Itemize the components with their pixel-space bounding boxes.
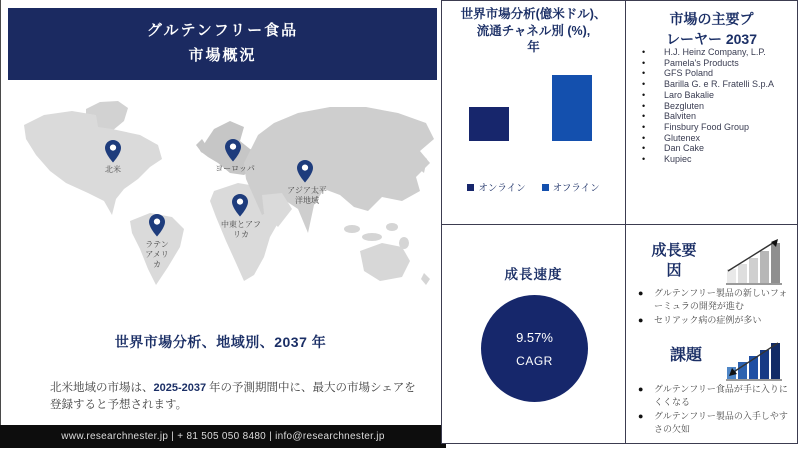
- bullet-icon: ●: [638, 384, 644, 394]
- key-players-title-line1: 市場の主要プ: [669, 11, 754, 27]
- report-title-line1: グルテンフリー食品: [146, 22, 299, 40]
- location-pin-icon: [297, 160, 313, 183]
- bullet-icon: •: [642, 111, 646, 122]
- regional-text-suffix: 年の予測期間中に、最大の市場シェアを登録すると予想されます。: [50, 381, 416, 412]
- player-item: • Balviten: [642, 111, 697, 122]
- legend-label-online: オンライン: [478, 183, 526, 194]
- map-pin-label: 中東とアフリカ: [221, 220, 261, 239]
- player-item: • Glutenex: [642, 132, 701, 143]
- cagr-value: 9.57%: [516, 329, 553, 345]
- player-item: • Laro Bakalie: [642, 89, 715, 100]
- player-item: • Kupiec: [642, 154, 692, 165]
- legend-label-offline: オフライン: [552, 183, 600, 194]
- bar-chart: [442, 74, 625, 141]
- ascending-bars-down-arrow-icon: [726, 341, 782, 383]
- chart-legend: [442, 180, 625, 194]
- growth-factors-heading: 成長要因: [651, 242, 697, 279]
- player-item: • Bezgluten: [642, 100, 705, 111]
- drivers-challenges-panel: [625, 224, 798, 444]
- growth-factor-item: ● セリアック病の症例が多い: [638, 315, 762, 326]
- bullet-icon: •: [642, 47, 646, 57]
- player-item: • H.J. Heinz Company, L.P.: [642, 47, 766, 57]
- growth-factors-list: [638, 287, 790, 329]
- key-players-title-line2: レーヤー 2037: [665, 31, 758, 48]
- regional-text-prefix: 北米地域の市場は、: [50, 381, 154, 394]
- bullet-icon: •: [642, 89, 646, 100]
- bullet-icon: •: [642, 132, 646, 143]
- player-item: • Finsbury Food Group: [642, 121, 750, 132]
- report-title-banner: [8, 8, 437, 80]
- legend-swatch-offline: [542, 184, 549, 191]
- map-pin-label: アジア太平洋地域: [287, 186, 327, 205]
- player-item: • Dan Cake: [642, 143, 705, 154]
- world-map-graphic: [0, 95, 440, 285]
- world-map: [0, 95, 440, 285]
- player-item: • Pamela's Products: [642, 57, 739, 68]
- bullet-icon: •: [642, 79, 646, 90]
- distribution-chart-title: [442, 6, 625, 56]
- report-title-line2: 市場概況: [188, 47, 257, 64]
- challenges-heading: 課題: [669, 347, 702, 364]
- map-pin-europe: [225, 139, 241, 162]
- growth-factor-item: ● グルテンフリー製品の新しいフォーミュラの開発が進む: [638, 288, 788, 311]
- key-players-panel: [625, 0, 798, 225]
- map-pin-asia-pacific: [297, 160, 313, 183]
- legend-item-online: [467, 180, 525, 194]
- players-list: [640, 47, 790, 165]
- key-players-title: [626, 9, 797, 50]
- challenges-list: [638, 383, 790, 437]
- bullet-icon: •: [642, 57, 646, 68]
- map-pin-middle-east-africa: [232, 194, 248, 217]
- bullet-icon: •: [642, 121, 646, 132]
- cagr-label: CAGR: [516, 353, 553, 368]
- growth-rate-panel: [441, 224, 626, 444]
- cagr-circle: [481, 295, 588, 402]
- map-pin-label: 北米: [105, 165, 121, 174]
- map-pin-label: ラテンアメリカ: [145, 240, 169, 269]
- bullet-icon: ●: [638, 315, 644, 326]
- location-pin-icon: [149, 214, 165, 237]
- location-pin-icon: [232, 194, 248, 217]
- forecast-period: 2025-2037: [153, 381, 207, 394]
- map-pin-north-america: [105, 140, 121, 163]
- regional-analysis-title: 世界市場分析、地域別、2037 年: [114, 334, 327, 350]
- map-pin-latin-america: [149, 214, 165, 237]
- legend-swatch-online: [467, 184, 474, 191]
- bullet-icon: ●: [638, 411, 644, 422]
- bullet-icon: •: [642, 100, 646, 111]
- distribution-title-line3: 年: [527, 40, 540, 54]
- ascending-bars-up-arrow-icon: [726, 237, 782, 287]
- bar-offline: [552, 75, 592, 141]
- location-pin-icon: [105, 140, 121, 163]
- bullet-icon: •: [642, 68, 646, 79]
- growth-rate-title: 成長速度: [504, 267, 563, 282]
- player-item: • GFS Poland: [642, 68, 714, 79]
- distribution-title-line2: 流通チャネル別 (%),: [476, 23, 591, 38]
- distribution-chart-panel: [441, 0, 626, 225]
- player-item: • Barilla G. e R. Fratelli S.p.A: [642, 79, 775, 90]
- bar-online: [469, 107, 509, 141]
- legend-item-offline: [542, 180, 600, 194]
- map-pin-label: ヨーロッパ: [215, 164, 255, 173]
- location-pin-icon: [225, 139, 241, 162]
- footer-contact-bar: [0, 425, 446, 448]
- regional-analysis-text: [50, 380, 420, 416]
- challenge-item: ● グルテンフリー製品の入手しやすさの欠如: [638, 411, 788, 434]
- bullet-icon: •: [642, 154, 646, 165]
- bullet-icon: ●: [638, 288, 644, 298]
- bullet-icon: •: [642, 143, 646, 154]
- challenge-item: ● グルテンフリー食品が手に入りにくくなる: [638, 384, 788, 407]
- distribution-title-line1: 世界市場分析(億米ドル)、: [460, 7, 607, 21]
- footer-contact-text: www.researchnester.jp | + 81 505 050 8480 | info@researchnester.jp: [61, 431, 385, 442]
